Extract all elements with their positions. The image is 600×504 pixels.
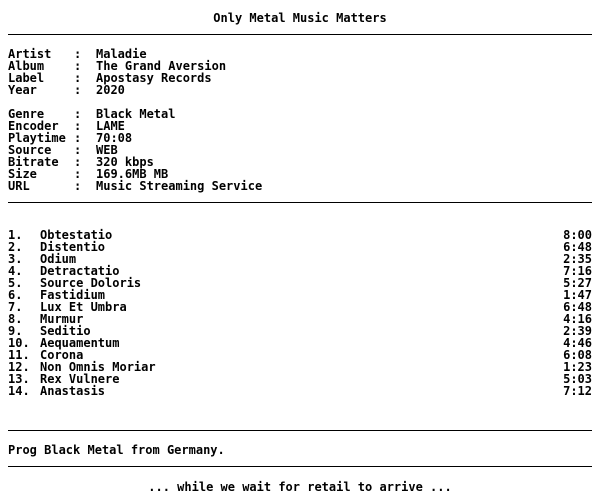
track-row <box>8 301 592 313</box>
info-separator: : <box>74 71 82 85</box>
track-title: Odium <box>40 252 77 266</box>
divider-lower <box>8 430 592 431</box>
track-duration: 5:03 <box>563 372 592 386</box>
detail-value: Black Metal <box>96 107 176 121</box>
track-duration: 7:16 <box>563 264 592 278</box>
track-number: 8. <box>8 312 23 326</box>
track-row <box>8 337 592 349</box>
detail-label: Playtime <box>8 131 66 145</box>
track-row <box>8 385 592 397</box>
detail-label: Bitrate <box>8 155 59 169</box>
info-value: Apostasy Records <box>96 71 212 85</box>
detail-separator: : <box>74 131 82 145</box>
footer-note: ... while we wait for retail to arrive ... <box>148 480 452 494</box>
track-number: 1. <box>8 228 23 242</box>
detail-value: 320 kbps <box>96 155 154 169</box>
track-duration: 8:00 <box>563 228 592 242</box>
track-duration: 5:27 <box>563 276 592 290</box>
info-label: Label <box>8 71 45 85</box>
track-title: Obtestatio <box>40 228 113 242</box>
detail-label: Genre <box>8 107 45 121</box>
detail-label: Encoder <box>8 119 59 133</box>
detail-value: 169.6MB MB <box>96 167 169 181</box>
track-title: Lux Et Umbra <box>40 300 127 314</box>
divider-top <box>8 34 592 35</box>
detail-separator: : <box>74 155 82 169</box>
detail-value: Music Streaming Service <box>96 179 263 193</box>
detail-separator: : <box>74 119 82 133</box>
track-number: 2. <box>8 240 23 254</box>
info-label: Album <box>8 59 45 73</box>
detail-separator: : <box>74 179 82 193</box>
detail-label: Size <box>8 167 37 181</box>
divider-bottom <box>8 466 592 467</box>
detail-label: Source <box>8 143 52 157</box>
track-title: Seditio <box>40 324 91 338</box>
info-separator: : <box>74 83 82 97</box>
detail-value: 70:08 <box>96 131 133 145</box>
info-separator: : <box>74 59 82 73</box>
track-number: 9. <box>8 324 23 338</box>
detail-separator: : <box>74 107 82 121</box>
track-title: Rex Vulnere <box>40 372 120 386</box>
divider-middle <box>8 202 592 203</box>
track-number: 4. <box>8 264 23 278</box>
track-duration: 4:16 <box>563 312 592 326</box>
info-year <box>8 84 125 96</box>
track-number: 14. <box>8 384 30 398</box>
track-duration: 6:08 <box>563 348 592 362</box>
info-separator: : <box>74 47 82 61</box>
info-value: Maladie <box>96 47 147 61</box>
track-number: 7. <box>8 300 23 314</box>
info-label: Year <box>8 83 37 97</box>
info-value: The Grand Aversion <box>96 59 227 73</box>
detail-separator: : <box>74 167 82 181</box>
track-duration: 4:46 <box>563 336 592 350</box>
track-title: Non Omnis Moriar <box>40 360 156 374</box>
track-title: Corona <box>40 348 84 362</box>
track-number: 6. <box>8 288 23 302</box>
track-row <box>8 241 592 253</box>
info-label: Artist <box>8 47 52 61</box>
detail-value: WEB <box>96 143 118 157</box>
track-number: 11. <box>8 348 30 362</box>
track-number: 13. <box>8 372 30 386</box>
track-row <box>8 313 592 325</box>
track-title: Distentio <box>40 240 106 254</box>
track-number: 12. <box>8 360 30 374</box>
track-title: Fastidium <box>40 288 106 302</box>
info-value: 2020 <box>96 83 125 97</box>
page-title: Only Metal Music Matters <box>213 11 387 25</box>
track-title: Aequamentum <box>40 336 120 350</box>
release-description: Prog Black Metal from Germany. <box>8 443 225 457</box>
track-title: Detractatio <box>40 264 120 278</box>
track-title: Anastasis <box>40 384 106 398</box>
track-duration: 1:47 <box>563 288 592 302</box>
detail-label: URL <box>8 179 30 193</box>
track-number: 10. <box>8 336 30 350</box>
track-duration: 1:23 <box>563 360 592 374</box>
tracklist <box>8 229 592 397</box>
track-title: Murmur <box>40 312 84 326</box>
track-duration: 2:39 <box>563 324 592 338</box>
track-duration: 6:48 <box>563 240 592 254</box>
track-number: 3. <box>8 252 23 266</box>
detail-separator: : <box>74 143 82 157</box>
track-duration: 7:12 <box>563 384 592 398</box>
detail-url <box>8 180 262 192</box>
track-title: Source Doloris <box>40 276 142 290</box>
track-number: 5. <box>8 276 23 290</box>
track-duration: 2:35 <box>563 252 592 266</box>
track-duration: 6:48 <box>563 300 592 314</box>
detail-value: LAME <box>96 119 125 133</box>
